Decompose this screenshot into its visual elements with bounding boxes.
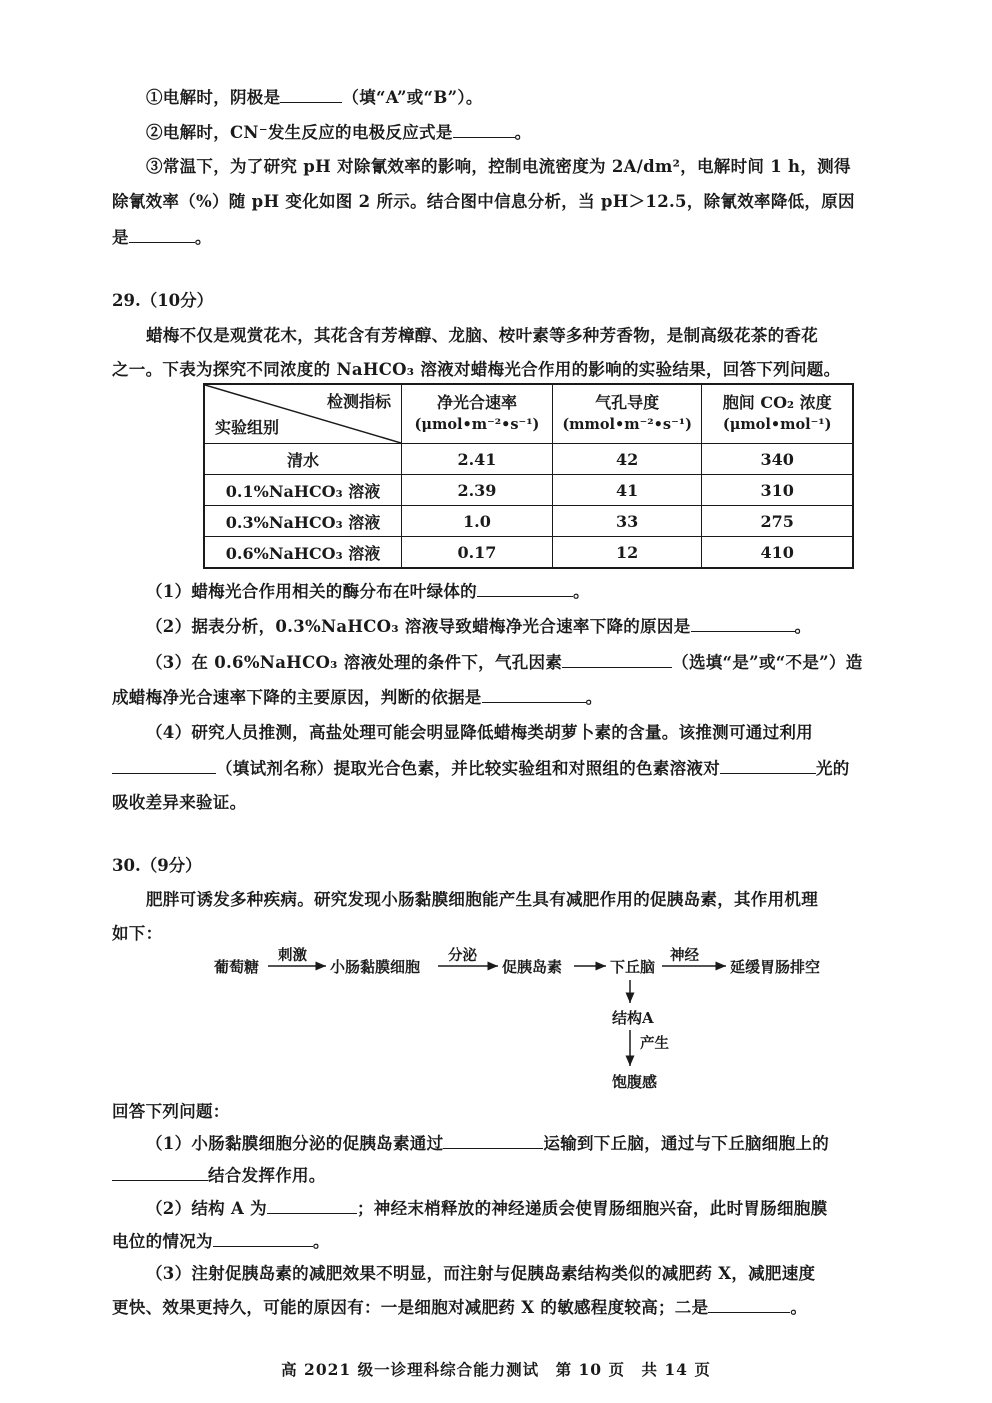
q30-intro-line1: 肥胖可诱发多种疾病。研究发现小肠黏膜细胞能产生具有减肥作用的促胰岛素，其作用机理: [146, 890, 818, 909]
table-cell: 275: [702, 506, 853, 537]
flow-node-hormone: 促胰岛素: [502, 958, 563, 976]
page-footer: 高 2021 级一诊理科综合能力测试 第 10 页 共 14 页: [281, 1360, 711, 1379]
row-group: 清水: [204, 444, 402, 475]
flow-node-hypothalamus: 下丘脑: [610, 958, 656, 976]
flow-arrow-label: 产生: [640, 1035, 669, 1052]
table-cell: 310: [702, 475, 853, 506]
table-cell: 41: [552, 475, 701, 506]
corner-bottom-label: 实验组别: [215, 418, 280, 437]
answer-blank[interactable]: [112, 1164, 208, 1181]
corner-top-label: 检测指标: [326, 392, 391, 411]
column-header: 胞间 CO₂ 浓度 (μmol•mol⁻¹): [702, 384, 853, 444]
answer-blank[interactable]: [443, 1132, 543, 1149]
q30-answer-intro: 回答下列问题：: [112, 1102, 230, 1121]
table-cell: 340: [702, 444, 853, 475]
q29-header: 29.（10分）: [112, 291, 214, 310]
q28-sub3-line3: 是 。: [112, 228, 212, 247]
row-group: 0.3%NaHCO₃ 溶液: [204, 506, 402, 537]
q29-sub4-line2: （填试剂名称）提取光合色素，并比较实验组和对照组的色素溶液对 光的: [112, 757, 850, 780]
flow-node-intestinal-cell: 小肠黏膜细胞: [330, 958, 421, 976]
q30-sub1-line1: （1）小肠黏膜细胞分泌的促胰岛素通过 运输到下丘脑，通过与下丘脑细胞上的: [146, 1134, 829, 1153]
flow-arrow-label: 刺激: [278, 947, 307, 964]
row-group: 0.1%NaHCO₃ 溶液: [204, 475, 402, 506]
table-cell: 2.39: [402, 475, 553, 506]
flow-node-structure-a: 结构A: [612, 1009, 654, 1027]
flow-node-glucose: 葡萄糖: [214, 958, 260, 976]
column-header: 净光合速率 (μmol•m⁻²•s⁻¹): [402, 384, 553, 444]
q28-sub3-line1: ③常温下，为了研究 pH 对除氰效率的影响，控制电流密度为 2A/dm²，电解时间 1 h，测得: [146, 157, 851, 176]
q29-intro-line1: 蜡梅不仅是观赏花木，其花含有芳樟醇、龙脑、桉叶素等多种芳香物，是制高级花茶的香花: [146, 326, 818, 345]
q28-sub2: ②电解时，CN⁻发生反应的电极反应式是 。: [146, 123, 532, 142]
q29-sub3-line2: 成蜡梅净光合速率下降的主要原因，判断的依据是 。: [112, 688, 603, 707]
table-cell: 42: [552, 444, 701, 475]
q30-sub2-line1: （2）结构 A 为 ；神经末梢释放的神经递质会使胃肠细胞兴奋，此时胃肠细胞膜: [146, 1199, 828, 1218]
flow-node-satiety: 饱腹感: [612, 1073, 658, 1091]
table-cell: 410: [702, 537, 853, 569]
q30-sub3-line1: （3）注射促胰岛素的减肥效果不明显，而注射与促胰岛素结构类似的减肥药 X，减肥速度: [146, 1264, 816, 1283]
row-group: 0.6%NaHCO₃ 溶液: [204, 537, 402, 569]
answer-blank[interactable]: [267, 1197, 357, 1214]
table-cell: 12: [552, 537, 701, 569]
flow-arrow-label: 神经: [670, 947, 699, 964]
table-cell: 1.0: [402, 506, 553, 537]
q29-sub4-line3: 吸收差异来验证。: [112, 793, 247, 812]
q28-sub1: ①电解时，阴极是 （填“A”或“B”）。: [146, 88, 483, 107]
q30-sub1-line2: 结合发挥作用。: [112, 1164, 326, 1187]
q30-sub2-line2: 电位的情况为 。: [112, 1232, 330, 1251]
table-cell: 33: [552, 506, 701, 537]
q29-intro-line2: 之一。下表为探究不同浓度的 NaHCO₃ 溶液对蜡梅光合作用的影响的实验结果，回答下列问题。: [112, 360, 841, 379]
q30-intro-line2: 如下：: [112, 924, 163, 943]
q29-sub2: （2）据表分析，0.3%NaHCO₃ 溶液导致蜡梅净光合速率下降的原因是 。: [146, 617, 812, 636]
q29-sub1: （1）蜡梅光合作用相关的酶分布在叶绿体的 。: [146, 582, 590, 601]
table-cell: 2.41: [402, 444, 553, 475]
column-header: 气孔导度 (mmol•m⁻²•s⁻¹): [552, 384, 701, 444]
flow-arrow-label: 分泌: [448, 947, 477, 964]
q29-sub3-line1: （3）在 0.6%NaHCO₃ 溶液处理的条件下，气孔因素 （选填“是”或“不是”）造: [146, 653, 863, 672]
answer-blank[interactable]: [213, 1230, 313, 1247]
q30-sub3-line2: 更快、效果更持久，可能的原因有：一是细胞对减肥药 X 的敏感程度较高；二是 。: [112, 1298, 808, 1317]
answer-blank[interactable]: [708, 1296, 790, 1313]
q29-sub4-line1: （4）研究人员推测，高盐处理可能会明显降低蜡梅类胡萝卜素的含量。该推测可通过利用: [146, 723, 813, 742]
q28-sub3-line2: 除氰效率（%）随 pH 变化如图 2 所示。结合图中信息分析，当 pH＞12.5，除氰效率降低，原因: [112, 192, 855, 211]
table-cell: 0.17: [402, 537, 553, 569]
q30-header: 30.（9分）: [112, 856, 202, 875]
flow-node-gastric-emptying: 延缓胃肠排空: [730, 958, 821, 976]
